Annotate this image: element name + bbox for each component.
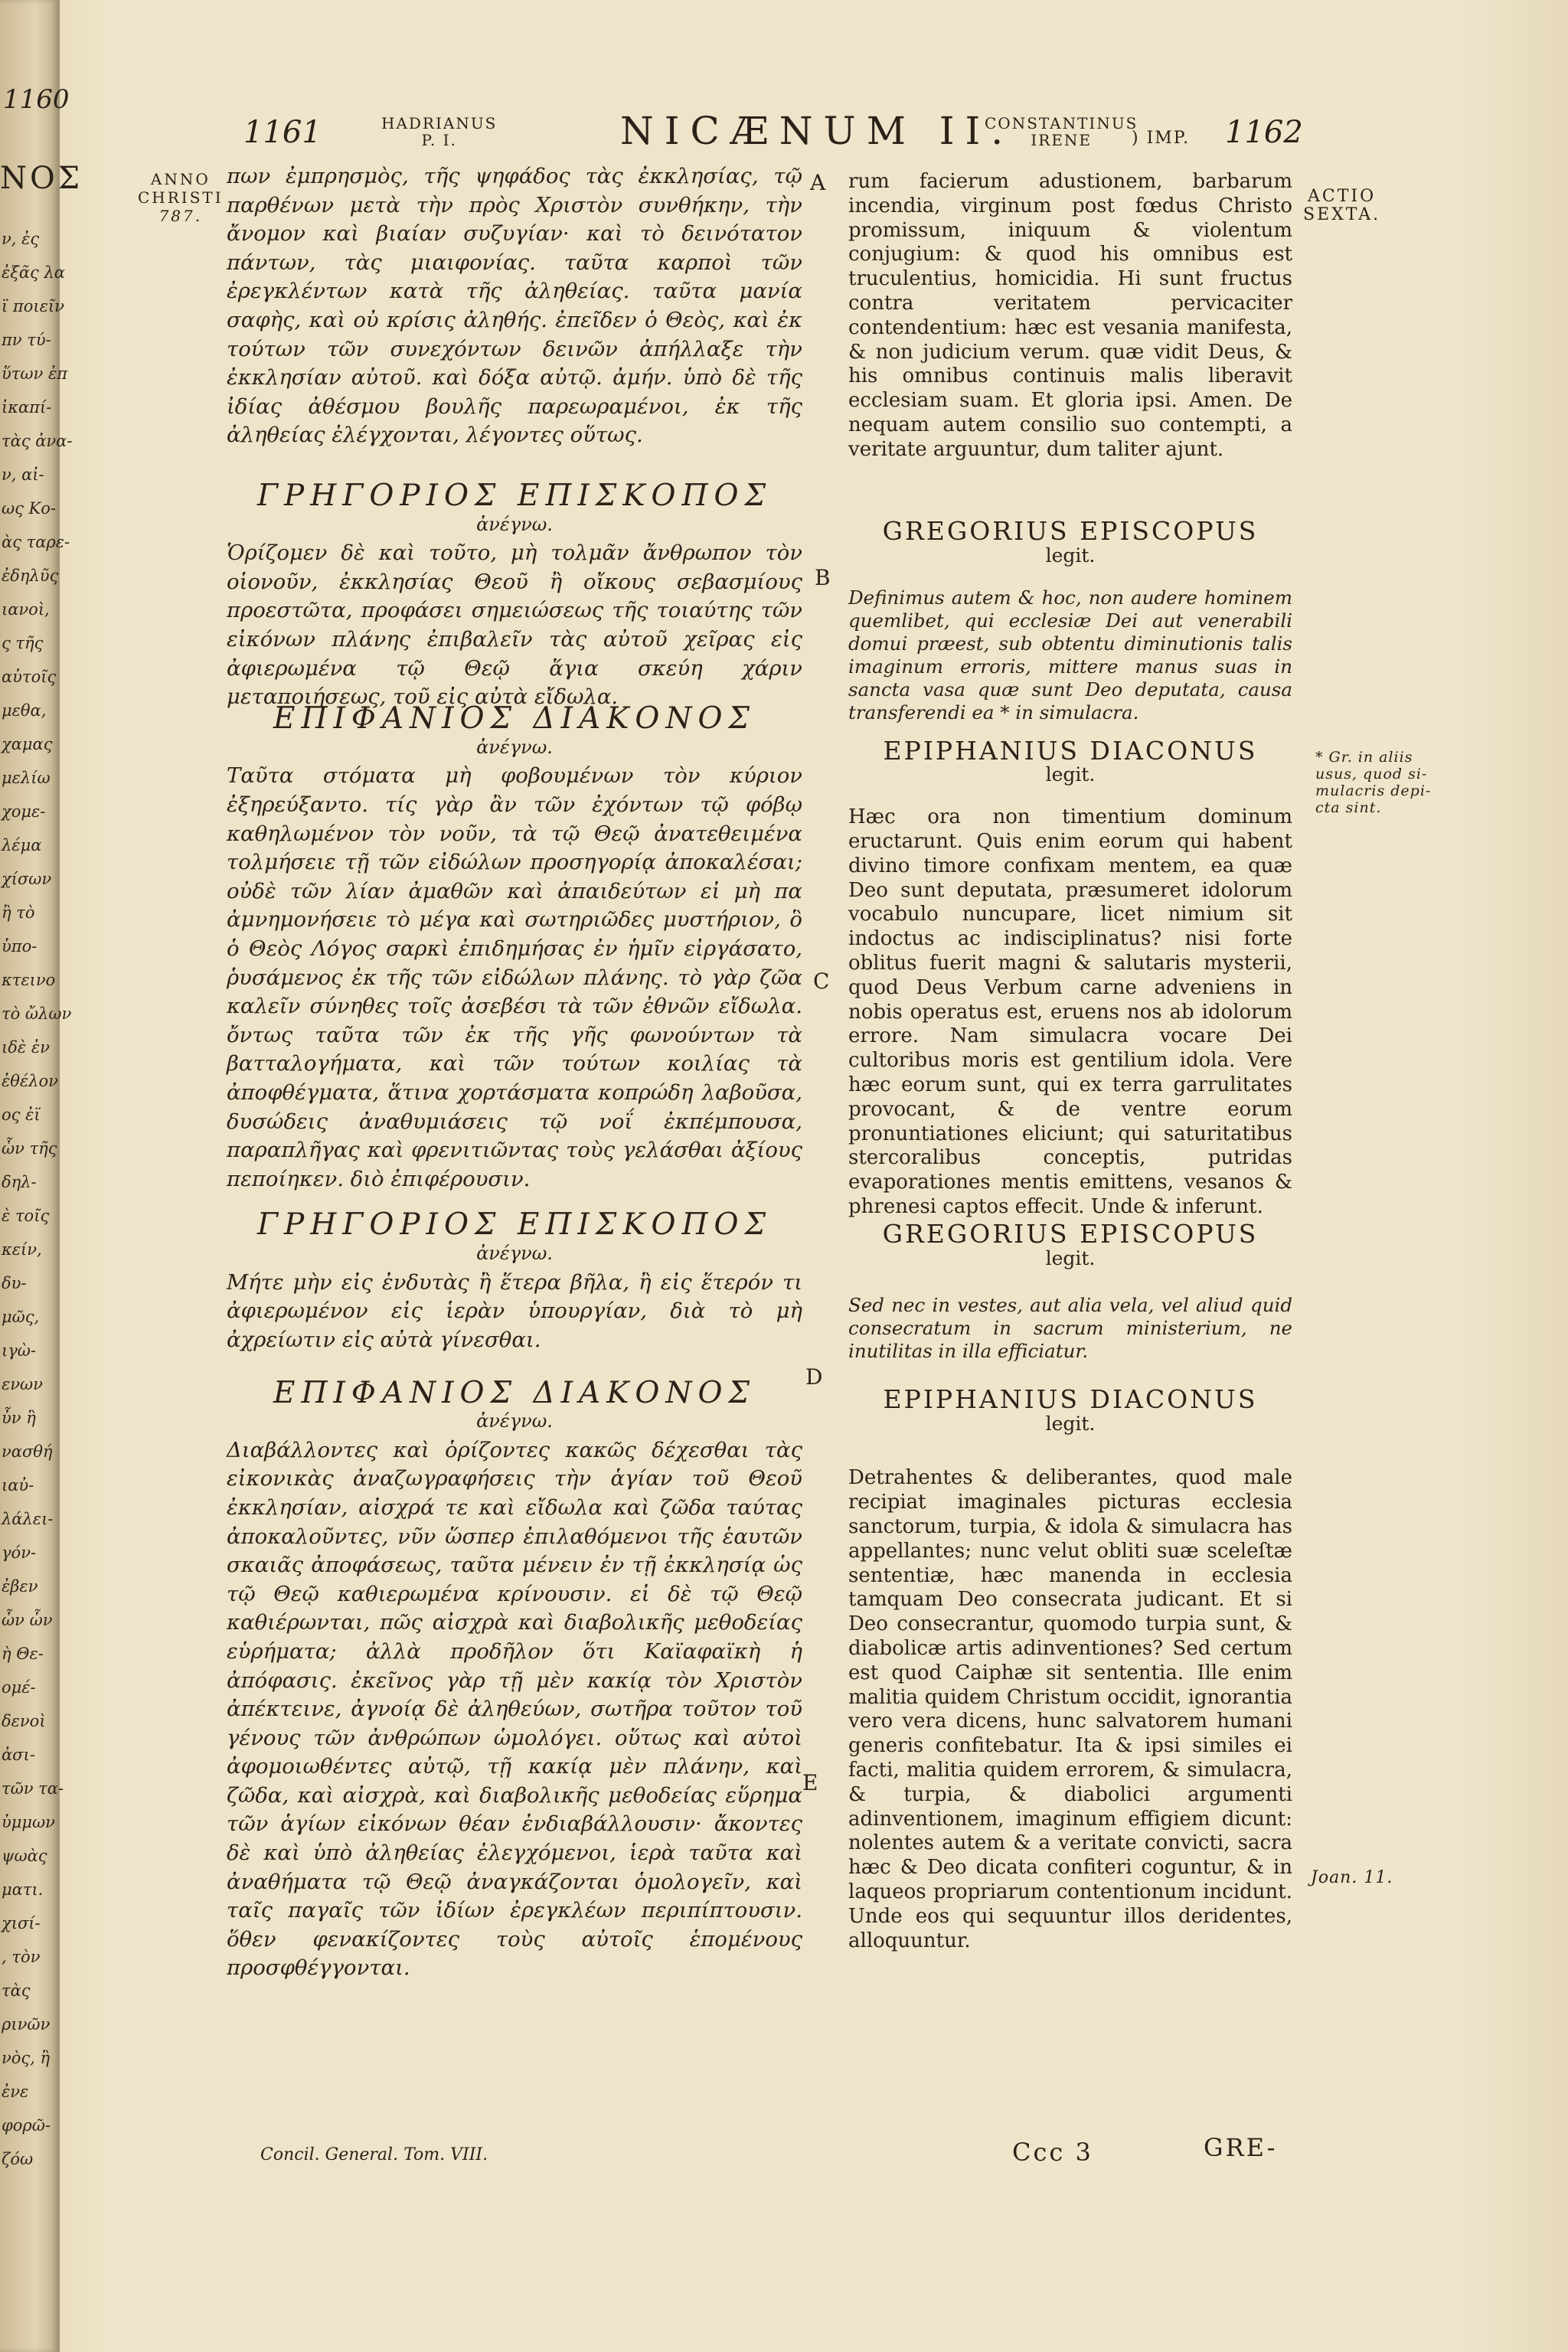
previous-page-fragment: ζόω (2, 2150, 34, 2168)
previous-page-fragment: μῶς, (2, 1308, 40, 1326)
margin-note-line: mulacris depi- (1315, 782, 1432, 799)
greek-section-2 (227, 701, 802, 1195)
previous-page-fragment: ομέ- (2, 1678, 36, 1697)
previous-page-fragment: χίσων (2, 870, 52, 888)
section-letter-b: B (815, 565, 831, 590)
previous-page-fragment: δενοὶ (2, 1712, 46, 1730)
previous-page-fragment: ρινῶν (2, 2015, 51, 2034)
previous-page-fragment: δηλ- (2, 1173, 37, 1191)
header-pope (381, 115, 497, 149)
previous-page-fragment: ϊ ποιεῖν (2, 297, 64, 315)
previous-page-fragment: γόν- (2, 1544, 37, 1562)
latin-section-1 (848, 516, 1292, 728)
header-imp: ) IMP. (1132, 129, 1191, 148)
previous-page-fragment: ιανοὶ, (2, 600, 50, 619)
margin-anno: ANNO (150, 170, 211, 188)
previous-page-fragment: πν τύ- (2, 331, 51, 349)
greek-text-3: Μήτε μὴν εἰς ἐνδυτὰς ἢ ἕτερα βῆλα, ἢ εἰς ἕτερόν τι ἀφιερωμένον εἰς ἱερὰν ὑπουργίαν, διὰ τὸ μὴ ἀχρείωτιν εἰς αὐτὰ γίνεσθαι. (227, 1269, 802, 1352)
latin-text-2: Hæc ora non timentium dominum eructarunt. Quis enim eorum qui habent divino timore confixam mentem, ea quæ Deo sunt deputata, præsumeret idolorum vocabulo nuncupare, licet nimium sit indoctus ac indisciplinatus? nisi forte oblitus fuerit magni & salutaris mysterii, quod Deus Verbum carne adveniens in nobis operatus est, eruens nos ab idolorum errore. Nam simulacra vocare Dei cultoribus moris est gentilium idola. Vere hæc eorum sunt, qui ex terra garrulitates provocant, & de ventre eorum pronuntiationes eliciunt; qui saturitatibus stercoralibus conceptis, putridas evaporationes mentis emittens, vesanos & phrenesi captos effecit. Unde & inferunt. (848, 805, 1292, 1218)
latin-heading-gregorius: GREGORIUS EPISCOPUS (882, 516, 1259, 546)
previous-page-fragment: ματι. (2, 1880, 44, 1899)
greek-column (227, 162, 802, 1988)
margin-note-variant (1315, 749, 1431, 816)
previous-page-fragment: ὴ Θε- (2, 1645, 44, 1663)
latin-heading-epiphanius: EPIPHANIUS DIACONUS (883, 1383, 1258, 1414)
previous-page-fragment: ς τῆς (2, 634, 44, 652)
margin-anno-christi (138, 170, 224, 225)
previous-page-fragment: ιαὐ- (2, 1476, 34, 1494)
latin-heading-epiphanius: EPIPHANIUS DIACONUS (883, 735, 1258, 766)
greek-heading-epiphanios: ΕΠΙΦΑΝΙΟΣ ΔΙΑΚΟΝΟΣ (273, 701, 756, 737)
greek-subheading: ἀνέγνω. (476, 1242, 553, 1264)
previous-page-fragment: ἀσι- (2, 1746, 35, 1764)
previous-page-fragment: τὰς ἀνα- (2, 432, 73, 450)
previous-page-fragment: ἢ τὸ (2, 903, 35, 922)
greek-heading-gregorios: ΓΡΗΓΟΡΙΟΣ ΕΠΙΣΚΟΠΟΣ (256, 1207, 773, 1243)
greek-intro: πων ἐμπρησμὸς, τῆς ψηφάδος τὰς ἐκκλησίας, τῷ παρθένων μετὰ τὴν πρὸς Χριστὸν συνθήκην, τὴν ἄνομον καὶ βιαίαν συζυγίαν· καὶ τὸ δεινότατον πάντων, τὰς μιαιφονίας. ταῦτα καρποὶ τῶν ἐρεγκλέντων κατὰ τῆς ἀληθείας. ταῦτα μανία σαφὴς, καὶ οὐ κρίσις ἀληθής. ἐπεῖδεν ὁ Θεὸς, καὶ ἐκ τούτων τῶν συνεχόντων δεινῶν ἀπήλλαξε τὴν ἐκκλησίαν αὐτοῦ. καὶ δόξα αὐτῷ. ἀμήν. ὑπὸ δὲ τῆς ἰδίας ἀθέσμου βουλῆς παρεωραμένοι, ἐκ τῆς ἀληθείας ἐλέγχονται, λέγοντες οὕτως. (227, 164, 802, 448)
previous-page-fragment: νὸς, ἢ (2, 2049, 51, 2067)
previous-page-fragment: λάλει- (2, 1510, 54, 1528)
latin-text-1: Definimus autem & hoc, non audere hominem quemlibet, qui ecclesiæ Dei aut venerabili domui præest, sub obtentu diminutionis talis imaginum erroris, mittere manus suas in sancta vasa quæ sunt Deo deputata, causa transferendi ea * in simulacra. (848, 586, 1292, 724)
header-empress-name: IRENE (1031, 131, 1093, 149)
margin-note-line: usus, quod si- (1315, 766, 1428, 782)
header-emperor-name: CONSTANTINUS (985, 114, 1138, 132)
previous-page-edge (0, 0, 83, 2352)
greek-text-1: Ὁρίζομεν δὲ καὶ τοῦτο, μὴ τολμᾶν ἄνθρωπον τὸν οἱονοῦν, ἐκκλησίας Θεοῦ ἢ οἴκους σεβασμίους προεστῶτα, προφάσει σημειώσεως τῆς τοιαύτης τῶν εἰκόνων πλάνης ἐπιβαλεῖν τὰς αὐτοῦ χεῖρας εἰς ἀφιερωμένα τῷ Θεῷ ἅγια σκεύη χάριν μεταποιήσεως, τοῦ εἰς αὐτὰ εἴδωλα. (227, 541, 802, 710)
margin-christi: CHRISTI (138, 188, 224, 207)
section-letter-c: C (813, 969, 830, 994)
previous-page-fragment: ψωὰς (2, 1847, 47, 1865)
latin-text-4: Detrahentes & deliberantes, quod male recipiat imaginales picturas ecclesia sanctorum, turpia, & idola & simulacra has appellantes; nunc velut obliti suæ sceleſtæ sententiæ, hæc manenda in ecclesia tamquam Deo consecrata judicant. Et si Deo consecrantur, quomodo turpia sunt, & diabolicæ artis adinventiones? Sed certum est quod Caiphæ sit sententia. Ille enim malitia quidem Christum occidit, ignorantia vero vera dicens, hunc salvatorem humani generis confitebatur. Ita & ipsi similes ei facti, malitia quidem errorem, & simulacra, & turpia, & diabolici argumenti adinventionem, imaginum effigiem dicunt: nolentes autem & a veritate convicti, sacra hæc & Deo dicata confiteri coguntur, & in laqueos propriarum contentionum incidunt. Unde eos qui sequuntur illos deridentes, alloquuntur. (848, 1466, 1292, 1952)
previous-page-fragment: ενων (2, 1375, 43, 1393)
margin-actio-sexta (1303, 188, 1380, 224)
previous-page-fragment: τῶν τα- (2, 1779, 64, 1798)
left-page-number: 1161 (243, 115, 322, 150)
latin-subheading: legit. (1045, 763, 1096, 786)
latin-subheading: legit. (1045, 544, 1096, 567)
previous-page-fragment: ως Κο- (2, 499, 56, 518)
header-pope-name: HADRIANUS (381, 114, 498, 132)
margin-note-joan: Joan. 11. (1311, 1868, 1393, 1887)
previous-page-fragment: ὑπο- (2, 937, 38, 956)
previous-page-fragment: κείν, (2, 1240, 42, 1259)
previous-page-fragment: ν, αἰ- (2, 466, 44, 484)
previous-page-fragment: ιγὼ- (2, 1341, 37, 1360)
greek-subheading: ἀνέγνω. (476, 513, 553, 535)
previous-page-number: 1160 (3, 84, 70, 115)
previous-page-fragment: λέμα (2, 836, 42, 854)
previous-page-fragment: τὰς (2, 1981, 31, 2000)
greek-section-3 (227, 1207, 802, 1355)
section-letter-d: D (805, 1364, 823, 1390)
greek-heading-gregorios: ΓΡΗΓΟΡΙΟΣ ΕΠΙΣΚΟΠΟΣ (256, 479, 773, 513)
previous-page-fragment: ὕτων ἐπ (2, 364, 68, 383)
signature-mark: Ccc 3 (1012, 2138, 1093, 2167)
previous-page-fragment: τὸ ὤλων (2, 1004, 72, 1023)
previous-page-fragment: ἐδηλῦς (2, 567, 59, 585)
greek-subheading: ἀνέγνω. (476, 1410, 553, 1432)
latin-section-4 (848, 1383, 1292, 2003)
latin-heading-gregorius: GREGORIUS EPISCOPUS (882, 1219, 1259, 1250)
previous-page-fragment: ὰς ταρε- (2, 533, 70, 551)
previous-page-fragment: ὑμμων (2, 1813, 55, 1831)
footer-volume: Concil. General. Tom. VIII. (260, 2145, 488, 2164)
latin-text-3: Sed nec in vestes, aut alia vela, vel aliud quid consecratum in sacrum ministerium, ne inutilitas in illa efficiatur. (848, 1293, 1292, 1362)
page-title: NICÆNUM II. (620, 109, 1014, 153)
margin-sexta: SEXTA. (1303, 205, 1381, 224)
previous-page-fragment: ἐνε (2, 2082, 29, 2101)
latin-column (848, 170, 1292, 2002)
previous-page-fragment: μεθα, (2, 701, 47, 720)
header-pope-title: P. I. (421, 131, 457, 149)
previous-page-fragment: ν, ἐς (2, 230, 40, 248)
latin-intro: rum facierum adustionem, barbarum incendia, virginum post fœdus Christo promissum, iniquum & violentum conjugium: & quod his omnibus est truculentius, homicidia. Hi sunt fructus contra veritatem pervicaciter contendentium: hæc est vesania manifesta, & non judicium verum. quæ vidit Deus, & his omnibus continuis malis liberavit ecclesiam suam. Et gloria ipsi. Amen. De nequam autem consilio suo contempti, a veritate arguuntur, dum taliter ajunt. (848, 170, 1292, 461)
latin-subheading: legit. (1045, 1412, 1096, 1435)
previous-page-fragment: μελίω (2, 769, 51, 787)
section-letter-a: A (810, 170, 826, 195)
previous-page-fragment: ὲ τοῖς (2, 1207, 50, 1225)
previous-page-fragment: νασθή (2, 1442, 53, 1461)
greek-subheading: ἀνέγνω. (476, 736, 553, 758)
section-letter-e: E (802, 1770, 818, 1795)
latin-section-3 (848, 1219, 1292, 1364)
latin-section-2 (848, 735, 1292, 1218)
header-emperors (985, 115, 1138, 149)
right-page-number: 1162 (1225, 115, 1303, 150)
greek-heading-epiphanios: ΕΠΙΦΑΝΙΟΣ ΔΙΑΚΟΝΟΣ (273, 1375, 756, 1410)
greek-text-4: Διαβάλλοντες καὶ ὁρίζοντες κακῶς δέχεσθαι τὰς εἰκονικὰς ἀναζωγραφήσεις τὴν ἁγίαν τοῦ Θεοῦ ἐκκλησίαν, αἰσχρά τε καὶ εἴδωλα καὶ ζῶδα ταύτας ἀποκαλοῦντες, νῦν ὥσπερ ἐπιλαθόμενοι τῆς ἑαυτῶν σκαιᾶς ἀποφάσεως, ταῦτα μένειν ἐν τῇ ἐκκλησίᾳ ὡς τῷ Θεῷ καθιερωμένα κρίνουσιν. εἰ δὲ τῷ Θεῷ καθιέρωνται, πῶς αἰσχρὰ καὶ διαβολικῆς μεθοδείας εὑρήματα; ἀλλὰ προδῆλον ὅτι Καϊαφαϊκὴ ἡ ἀπόφασις. ἐκεῖνος γὰρ τῇ μὲν κακίᾳ τὸν Χριστὸν ἀπέκτεινε, ἀγνοίᾳ δὲ ἀληθεύων, σωτῆρα τοῦτον τοῦ γένους τῶν ἀνθρώπων ὡμολόγει. οὕτως καὶ αὐτοὶ ἀφομοιωθέντες αὐτῷ, τῇ κακίᾳ μὲν πλάνην, καὶ ζῶδα, καὶ αἰσχρὰ, καὶ διαβολικῆς μεθοδείας εὕρημα τῶν ἁγίων εἰκόνων θέαν ἐνδιαβάλλουσιν· ἄκοντες δὲ καὶ ὑπὸ ἀληθείας ἐλεγχόμενοι, ἱερὰ ταῦτα καὶ ἀναθήματα τῷ Θεῷ ἀναγκάζονται ὁμολογεῖν, καὶ ταῖς παγαῖς τῶν ἰδίων ἐρεγκλέων περιπίπτουσιν. ὅθεν φενακίζοντες τοὺς αὐτοῖς ἑπομένους προσφθέγγονται. (227, 1437, 802, 1981)
previous-page-fragment: χαμας (2, 735, 53, 753)
previous-page-fragment: ἰκαπί- (2, 398, 52, 416)
previous-page-fragment: , τὸν (2, 1948, 41, 1966)
previous-page-fragment: χισί- (2, 1914, 41, 1932)
previous-page-fragment: ος ἐϊ (2, 1106, 41, 1124)
greek-text-2: Ταῦτα στόματα μὴ φοβουμένων τὸν κύριον ἐξηρεύξαντο. τίς γὰρ ἂν τῶν ἐχόντων τῷ φόβῳ καθηλωμένον τὸν νοῦν, τὰ τῷ Θεῷ ἀνατεθειμένα τολμήσειε τῇ τῶν εἰδώλων προσηγορίᾳ ἀποκαλέσαι; οὐδὲ τῶν λίαν ἀμαθῶν καὶ ἀπαιδεύτων εἰ μὴ πα ἀμνημονήσειε τὸ μέγα καὶ σωτηριῶδες μυστήριον, ὃ ὁ Θεὸς Λόγος σαρκὶ ἐπιδημήσας ἐν ἡμῖν εἰργάσατο, ῥυσάμενος ἐκ τῆς τῶν εἰδώλων πλάνης. τὸ γὰρ ζῶα καλεῖν σύνηθες τοῖς ἀσεβέσι τὰ τῶν ἐθνῶν εἴδωλα. ὄντως ταῦτα τῶν ἐκ τῆς γῆς φωνούντων τὰ βατταλογήματα, καὶ τῶν τούτων κοιλίας τὰ ἀποφθέγματα, ἅτινα χορτάσματα κοπρώδη λαβοῦσα, δυσώδεις ἀναθυμιάσεις τῷ νοΐ ἐκπέμπουσα, παραπλῆγας καὶ φρενιτιῶντας τοὺς γελάσθαι ἀξίους πεποίηκεν. διὸ ἐπιφέρουσιν. (227, 763, 802, 1191)
margin-year: 787. (158, 207, 203, 225)
previous-page-heading-fragment: ΝΟΣ (0, 161, 83, 196)
latin-subheading: legit. (1045, 1246, 1096, 1269)
previous-page-fragment: ιδὲ ἐν (2, 1038, 50, 1057)
greek-section-1 (227, 479, 802, 710)
previous-page-fragment: κτεινο (2, 971, 56, 989)
previous-page-fragment: ὧν ὧν (2, 1611, 53, 1629)
previous-page-fragment: ἐξᾶς λα (2, 263, 65, 282)
catchword: GRE- (1204, 2133, 1278, 2162)
previous-page-fragment: ἐθέλον (2, 1072, 58, 1090)
previous-page-fragment: ὧν τῆς (2, 1139, 57, 1158)
margin-note-line: * Gr. in aliis (1315, 749, 1413, 766)
greek-section-4 (227, 1375, 802, 1988)
previous-page-fragment: φορῶ- (2, 2116, 51, 2135)
previous-page-fragment: δυ- (2, 1274, 27, 1292)
previous-page-fragment: χομε- (2, 802, 46, 821)
previous-page-fragment: ἐβεν (2, 1577, 38, 1596)
margin-note-line: cta sint. (1315, 799, 1382, 816)
margin-actio: ACTIO (1308, 187, 1377, 206)
previous-page-fragment: αὐτοῖς (2, 668, 57, 686)
previous-page-fragment: ὖν ἢ (2, 1409, 36, 1427)
